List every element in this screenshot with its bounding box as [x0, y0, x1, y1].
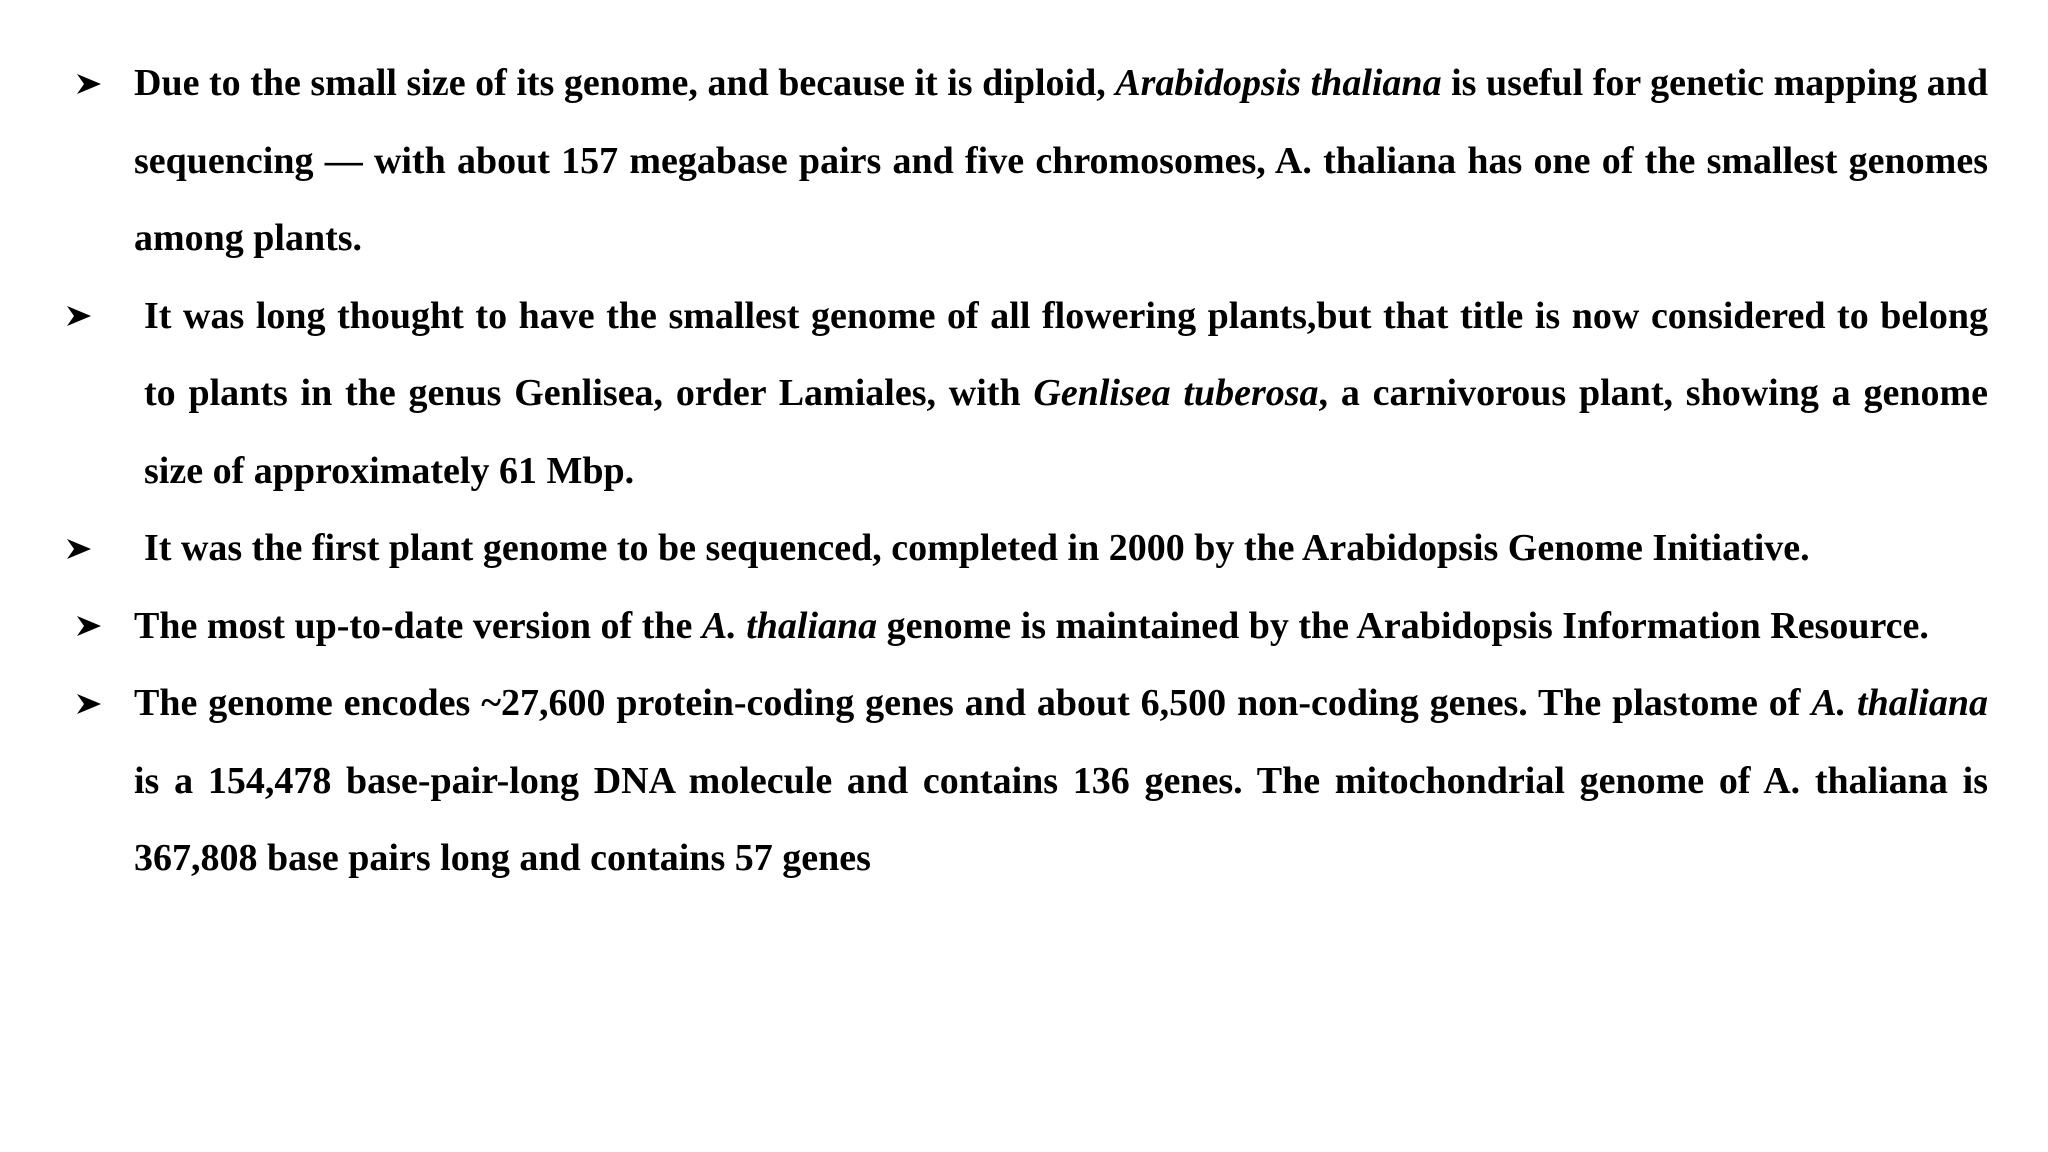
- text-run-italic: A. thaliana: [1811, 682, 1988, 724]
- text-run: The genome encodes ~27,600 protein-coding genes and about 6,500 non-coding genes. The plastome of: [134, 682, 1812, 724]
- text-run: It was long thought to have the smallest genome of all flowering plants,but that title is now considered to belong to plants in the genus Genlisea, order Lamiales, with: [144, 294, 1988, 414]
- arrowhead-bullet-icon: [64, 510, 94, 588]
- bullet-item-first-sequenced: [134, 510, 1988, 588]
- text-run: It was the first plant genome to be sequenced, completed in 2000 by the Arabidopsis Genome Initiative.: [144, 527, 1810, 569]
- bullet-text: [134, 605, 1929, 647]
- text-run: , a carnivorous plant, showing a genome size of approximately 61 Mbp.: [144, 372, 1988, 492]
- text-run-italic: A. thaliana: [701, 604, 878, 647]
- bullet-text: [134, 62, 1988, 259]
- arrowhead-bullet-icon: [74, 588, 104, 666]
- text-run: The most up-to-date version of the: [134, 604, 702, 647]
- arrowhead-bullet-icon: [64, 278, 94, 356]
- bullet-list: [134, 45, 1988, 898]
- arrowhead-bullet-icon: [74, 665, 104, 743]
- bullet-text: [134, 682, 1988, 879]
- text-run-italic: Genlisea tuberosa: [1033, 372, 1319, 414]
- text-run: Due to the small size of its genome, and because it is diploid,: [134, 62, 1116, 104]
- bullet-text: [144, 295, 1988, 492]
- text-run-italic: Arabidopsis thaliana: [1115, 62, 1442, 104]
- bullet-text: [144, 527, 1810, 569]
- text-run: is useful for genetic mapping and sequencing — with about 157 megabase pairs and five chromosomes, A. thaliana has one of the smallest genomes among plants.: [134, 62, 1989, 259]
- text-run: is a 154,478 base-pair-long DNA molecule and contains 136 genes. The mitochondrial genome of A. thaliana is 367,808 base pairs long and contains 57 genes: [134, 759, 1988, 879]
- text-run: genome is maintained by the Arabidopsis Information Resource.: [877, 604, 1929, 647]
- bullet-item-smallest-genome: [134, 278, 1988, 511]
- arrowhead-bullet-icon: [74, 45, 104, 123]
- bullet-item-genome-size: [134, 45, 1988, 278]
- bullet-item-tair: [134, 588, 1988, 666]
- bullet-item-gene-counts: [134, 665, 1988, 898]
